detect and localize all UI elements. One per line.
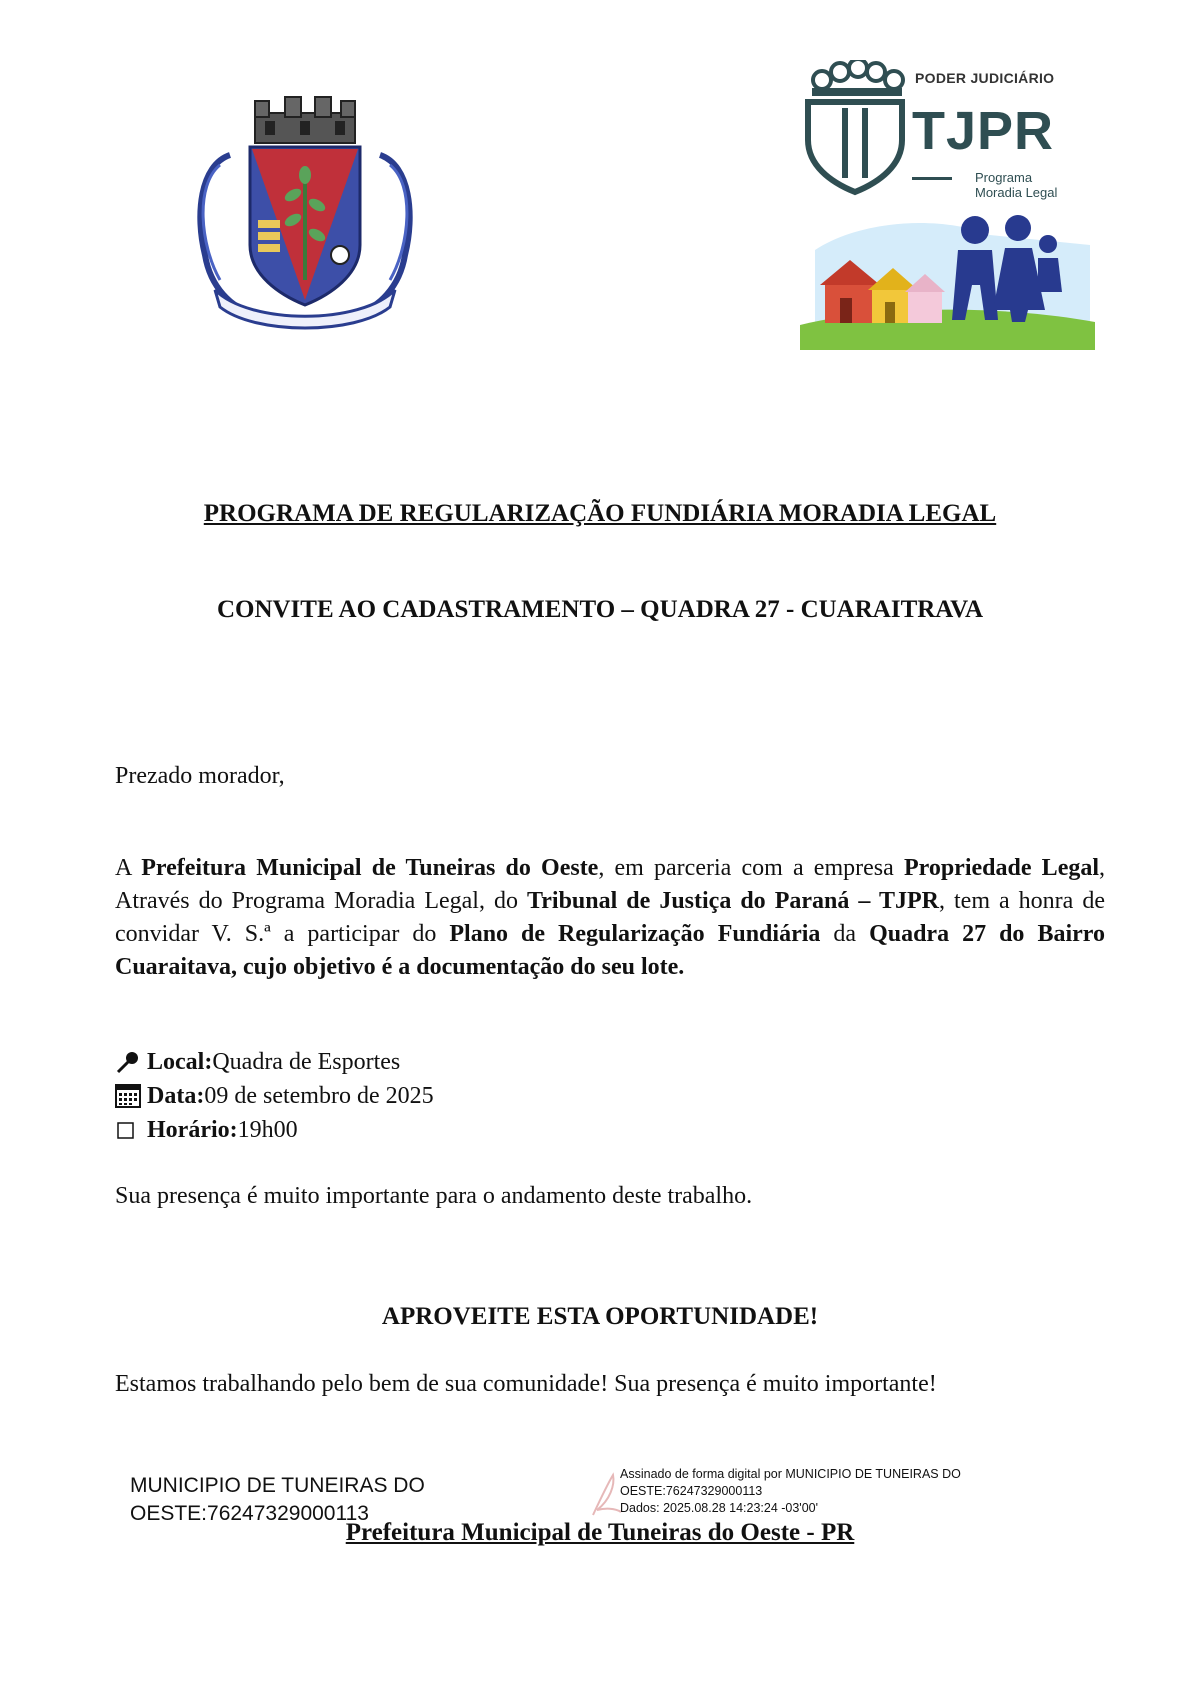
local-value: Quadra de Esportes (212, 1049, 401, 1075)
body-text-5: da (820, 921, 870, 947)
horario-label: Horário: (147, 1117, 238, 1143)
body-bold-tribunal: Tribunal de Justiça do Paraná – TJPR (527, 888, 939, 914)
event-info (115, 1045, 434, 1147)
signature-name-line-2: OESTE:76247329000113 (130, 1502, 369, 1525)
body-bold-empresa: Propriedade Legal (903, 855, 1100, 881)
tjpr-subtitle (975, 170, 1057, 200)
calendar-icon (115, 1084, 143, 1108)
body-text-4: , tem a honra de convidar V. S.ª a participar do (115, 888, 1106, 947)
salutation: Prezado morador, (115, 763, 285, 789)
footer-prefeitura: Prefeitura Municipal de Tuneiras do Oeste - PR (345, 1519, 855, 1546)
tjpr-top-text: PODER JUDICIÁRIO (915, 70, 1055, 86)
tjpr-subtitle-line-2: Moradia Legal (975, 185, 1058, 200)
signature-detail-line-1: Assinado de forma digital por MUNICIPIO DE TUNEIRAS DO (620, 1467, 961, 1481)
info-horario (115, 1113, 434, 1147)
info-local (115, 1045, 434, 1079)
invitation-paragraph (115, 852, 1105, 984)
body-bold-quadra: Quadra 27 do Bairro Cuaraitava, cujo objetivo é a documentação do seu lote. (115, 921, 1105, 980)
horario-value: 19h00 (237, 1117, 298, 1143)
importance-note: Sua presença é muito importante para o andamento deste trabalho. (115, 1183, 753, 1209)
pushpin-icon (115, 1050, 143, 1074)
info-data (115, 1079, 434, 1113)
tjpr-subtitle-line-1: Programa (975, 170, 1033, 185)
closing-sentence: Estamos trabalhando pelo bem de sua comunidade! Sua presença é muito importante! (115, 1371, 937, 1397)
data-label: Data: (147, 1083, 205, 1109)
tjpr-moradia-legal-logo (800, 60, 1100, 350)
body-bold-plano: Plano de Regularização Fundiária (449, 921, 821, 947)
data-value: 09 de setembro de 2025 (204, 1083, 434, 1109)
houses-family-illustration (800, 210, 1095, 350)
signature-detail-line-3: Dados: 2025.08.28 14:23:24 -03'00' (620, 1501, 818, 1515)
digital-signature-details (620, 1466, 961, 1517)
signature-detail-line-2: OESTE:76247329000113 (620, 1484, 763, 1498)
local-label: Local: (147, 1049, 213, 1075)
document-title: PROGRAMA DE REGULARIZAÇÃO FUNDIÁRIA MORADIA LEGAL (203, 500, 997, 527)
municipal-coat-of-arms (190, 95, 420, 335)
empty-box-icon (115, 1118, 143, 1142)
signature-mark-icon (585, 1470, 625, 1520)
tjpr-divider (912, 177, 952, 180)
body-text-1: A (115, 855, 142, 881)
signature-name-line-1: MUNICIPIO DE TUNEIRAS DO (130, 1474, 425, 1497)
tjpr-acronym: TJPR (912, 101, 1055, 161)
call-to-action: APROVEITE ESTA OPORTUNIDADE! (381, 1303, 819, 1330)
body-text-2: , em parceria com a empresa (598, 855, 904, 881)
document-subtitle: CONVITE AO CADASTRAMENTO – QUADRA 27 - CUARAITRAVA (216, 596, 984, 623)
body-text-3: , Através do Programa Moradia Legal, do (115, 855, 1106, 914)
body-bold-prefeitura: Prefeitura Municipal de Tuneiras do Oeste (141, 855, 599, 881)
